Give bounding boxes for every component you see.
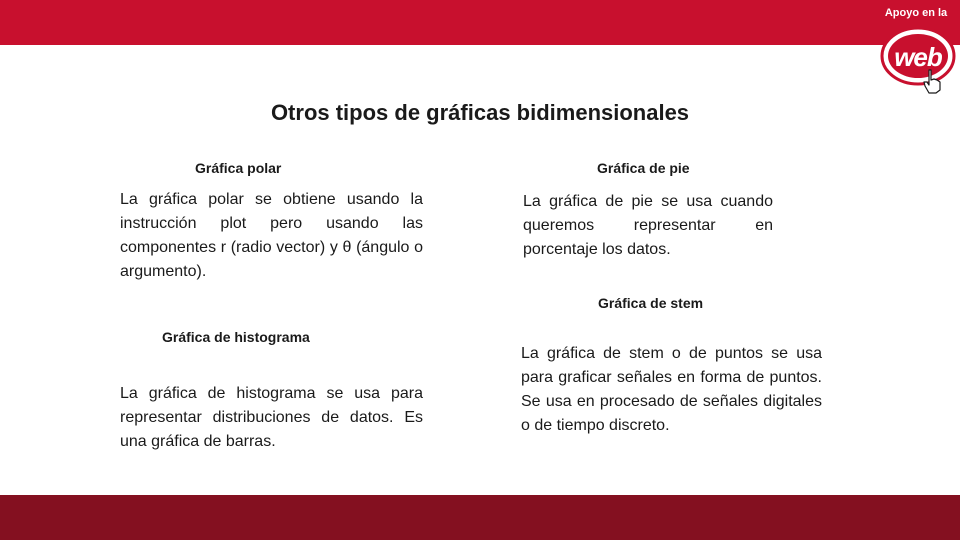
slide-title: Otros tipos de gráficas bidimensionales [270, 100, 690, 125]
logo [872, 4, 960, 96]
polar-heading: Gráfica polar [195, 160, 282, 176]
stem-body: La gráfica de stem o de puntos se usa para graficar señales en forma de puntos. Se usa en procesado de señales digitales o de tiempo discreto. [521, 345, 822, 434]
pie-heading: Gráfica de pie [597, 160, 690, 176]
polar-body: La gráfica polar se obtiene usando la instrucción plot pero usando las componentes r (radio vector) y θ (ángulo o argumento). [120, 191, 423, 280]
stem-heading: Gráfica de stem [598, 295, 704, 311]
logo-word: web [894, 42, 942, 72]
histogram-heading: Gráfica de histograma [162, 329, 310, 345]
pointing-hand-icon [922, 68, 942, 94]
top-banner [0, 0, 960, 45]
pie-body: La gráfica de pie se usa cuando queremos representar en porcentaje los datos. [523, 193, 773, 258]
bottom-banner [0, 495, 960, 540]
logo-caption: Apoyo en la [884, 7, 948, 19]
histogram-body: La gráfica de histograma se usa para representar distribuciones de datos. Es una gráfica de barras. [120, 385, 423, 450]
